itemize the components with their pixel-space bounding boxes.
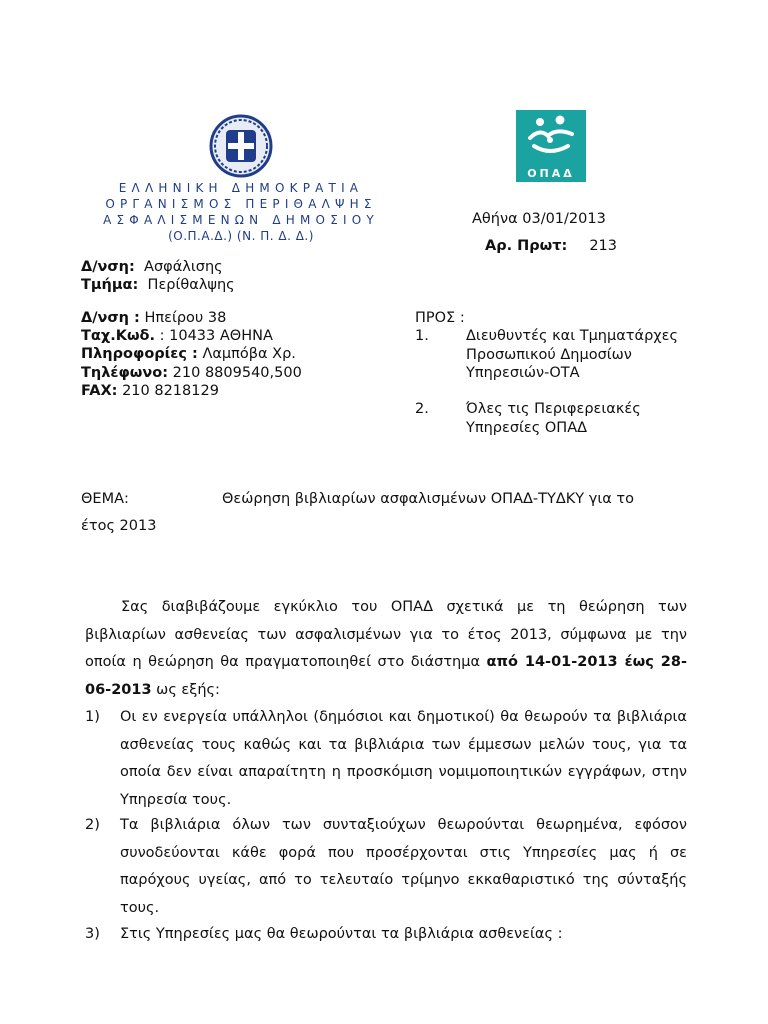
recipient-2 <box>466 400 641 437</box>
address-label: Δ/νση : <box>81 310 140 326</box>
info-line <box>81 345 296 364</box>
item-2-number: 2) <box>85 817 100 833</box>
fax-line <box>81 382 219 401</box>
dept-value: Ασφάλισης <box>144 259 223 275</box>
phone-line <box>81 364 302 383</box>
recipient-1-line: Προσωπικού Δημοσίων <box>466 346 632 363</box>
address-value: Ηπείρου 38 <box>144 310 227 326</box>
item-3-number: 3) <box>85 926 100 942</box>
phone-value: 210 8809540,500 <box>172 365 302 381</box>
recipient-2-number: 2. <box>415 401 429 417</box>
intro-end: ως εξής: <box>151 681 220 698</box>
recipients-label: ΠΡΟΣ : <box>415 310 465 326</box>
section-line <box>81 276 235 295</box>
subject-line1: Θεώρηση βιβλιαρίων ασφαλισμένων ΟΠΑΔ-ΤΥΔΚΥ για το <box>222 491 635 507</box>
fax-label: FAX: <box>81 383 118 399</box>
recipient-1-line: Διευθυντές και Τμηματάρχες <box>466 328 678 344</box>
dept-label: Δ/νση: <box>81 259 135 275</box>
opad-logo-text: ΟΠΑΔ <box>527 167 575 180</box>
item-3-text: Στις Υπηρεσίες μας θα θεωρούνται τα βιβλιάρια ασθενείας : <box>120 926 563 942</box>
zip-value: : 10433 ΑΘΗΝΑ <box>159 328 273 344</box>
header-org-line1: ΟΡΓΑΝΙΣΜΟΣ ΠΕΡΙΘΑΛΨΗΣ <box>105 197 377 211</box>
item-2-text: Τα βιβλιάρια όλων των συνταξιούχων θεωρούνται θεωρημένα, εφόσον συνοδεύονται κάθε φορά που προσέρχονται στις Υπηρεσίες μας ή σε παρόχους υγείας, από το τελευταίο τρίμηνο εκκαθαριστικό της σύνταξής τους. <box>120 817 687 916</box>
intro-period: από 14-01-2013 έως 28-06-2013 <box>85 654 687 698</box>
subject-label: ΘΕΜΑ: <box>81 491 129 507</box>
intro-text: Σας διαβιβάζουμε εγκύκλιο του ΟΠΑΔ σχετικά με τη θεώρηση των βιβλιαρίων ασθενείας των ασφαλισμένων για το έτος 2013, σύμφωνα με την οποία η θεώρηση θα πραγματοποιηθεί στο διάστημα <box>85 599 687 670</box>
section-value: Περίθαλψης <box>147 277 235 293</box>
protocol-number <box>485 238 617 254</box>
fax-value: 210 8218129 <box>122 383 219 399</box>
info-value: Λαμπόβα Χρ. <box>202 346 296 362</box>
header-org-abbr: (Ο.Π.Α.Δ.) (Ν. Π. Δ. Δ.) <box>168 229 314 243</box>
zip-label: Ταχ.Κωδ. <box>81 328 156 344</box>
section-label: Τμήμα: <box>81 277 139 293</box>
opad-logo <box>516 110 586 182</box>
header-country: ΕΛΛΗΝΙΚΗ ΔΗΜΟΚΡΑΤΙΑ <box>118 181 364 195</box>
recipient-1-line: Υπηρεσιών-ΟΤΑ <box>466 365 580 381</box>
item-1-number: 1) <box>85 709 100 725</box>
phone-label: Τηλέφωνο: <box>81 365 169 381</box>
recipient-1-number: 1. <box>415 328 429 344</box>
protocol-label: Αρ. Πρωτ: <box>485 238 568 254</box>
zip-line <box>81 327 273 346</box>
protocol-value: 213 <box>589 238 618 254</box>
recipient-2-line: Όλες τις Περιφερειακές <box>466 401 641 417</box>
hellenic-republic-emblem <box>209 114 273 178</box>
recipient-1 <box>466 327 678 383</box>
subject-line2: έτος 2013 <box>81 518 157 534</box>
info-label: Πληροφορίες : <box>81 346 198 362</box>
document-date: Αθήνα 03/01/2013 <box>472 211 606 227</box>
header-org-line2: ΑΣΦΑΛΙΣΜΕΝΩΝ ΔΗΜΟΣΙΟΥ <box>103 213 379 227</box>
body-intro <box>85 594 687 704</box>
address-line <box>81 309 226 328</box>
recipient-2-line: Υπηρεσίες ΟΠΑΔ <box>466 419 588 436</box>
dept-line <box>81 258 223 277</box>
item-1-text: Οι εν ενεργεία υπάλληλοι (δημόσιοι και δημοτικοί) θα θεωρούν τα βιβλιάρια ασθενείας τους καθώς και τα βιβλιάρια των έμμεσων μελών τους, για τα οποία δεν είναι απαραίτητη η προσκόμιση νομιμοποιητικών εγγράφων, στην Υπηρεσία τους. <box>120 709 687 808</box>
